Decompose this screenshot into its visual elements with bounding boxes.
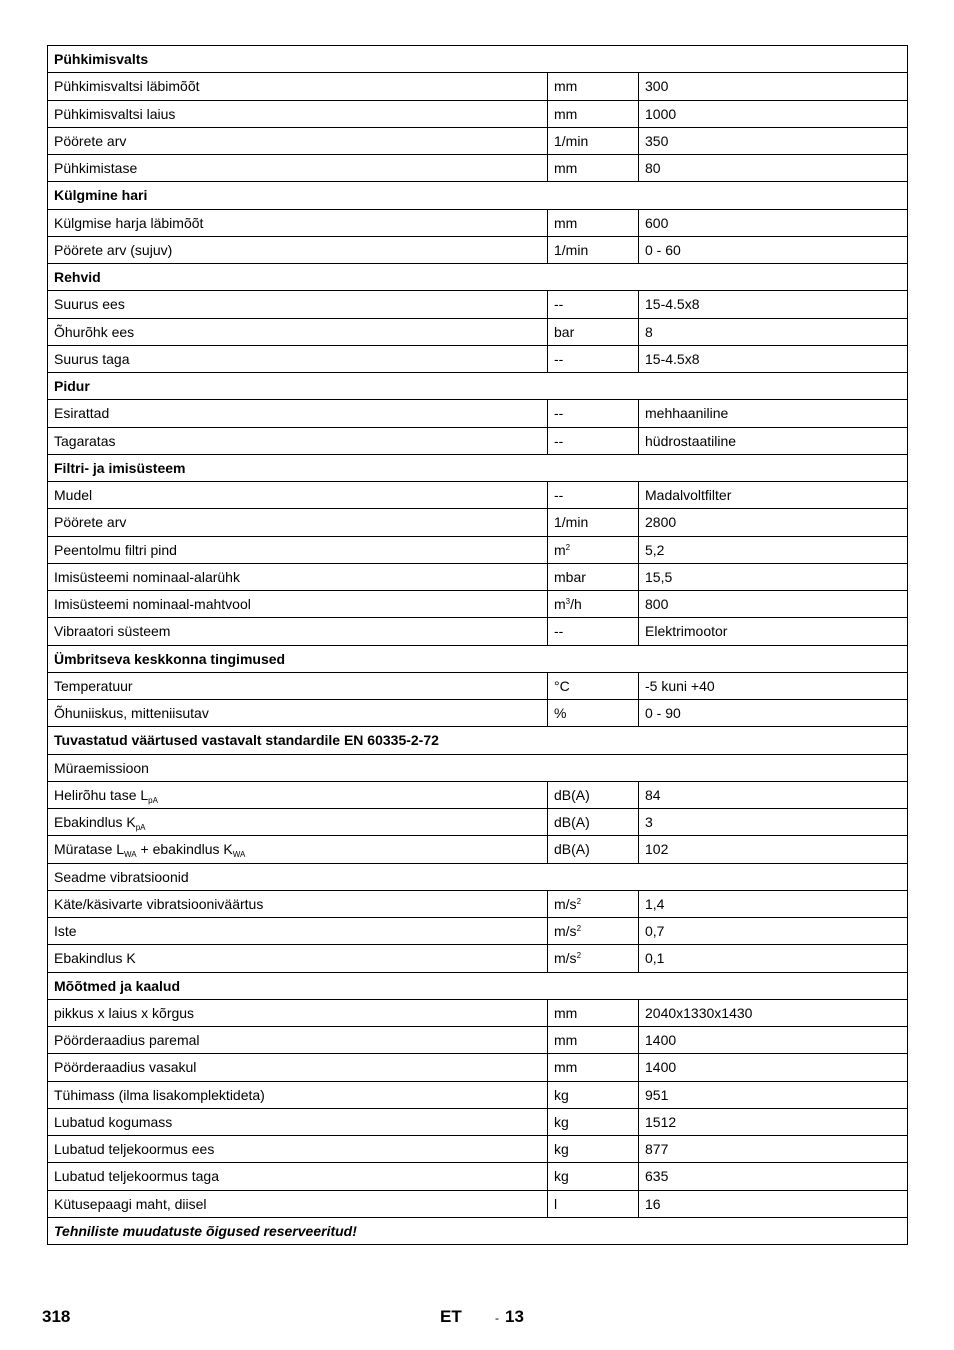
section-header-row [48, 264, 908, 291]
value-text: 300 [645, 78, 669, 95]
parameter-cell [48, 209, 548, 236]
parameter-label-continued: + ebakindlus K [136, 841, 233, 858]
unit-cell [548, 1081, 639, 1108]
unit-cell [548, 73, 639, 100]
value-cell [639, 318, 908, 345]
unit-cell [548, 1027, 639, 1054]
value-text: 5,2 [645, 541, 665, 558]
parameter-cell [48, 291, 548, 318]
value-cell [639, 345, 908, 372]
table-row [48, 1136, 908, 1163]
subsection-row [48, 863, 908, 890]
parameter-cell [48, 700, 548, 727]
table-row [48, 999, 908, 1026]
table-row [48, 918, 908, 945]
table-row [48, 836, 908, 863]
unit-label: mm [554, 1059, 578, 1076]
parameter-cell [48, 318, 548, 345]
footer-note [48, 1217, 908, 1244]
unit-label: mm [554, 214, 578, 231]
parameter-label: Lubatud teljekoormus ees [54, 1141, 215, 1158]
unit-label: kg [554, 1113, 569, 1130]
value-text: 600 [645, 214, 669, 231]
row-label: Pühkimisvalts [54, 51, 149, 68]
value-cell [639, 1027, 908, 1054]
table-row [48, 945, 908, 972]
row-label: Rehvid [54, 269, 101, 286]
parameter-label: Õhurõhk ees [54, 323, 135, 340]
parameter-label: Pühkimisvaltsi läbimõõt [54, 78, 200, 95]
unit-label: m/s [554, 895, 577, 912]
parameter-label: Õhuniiskus, mitteniisutav [54, 705, 209, 722]
unit-label: mm [554, 160, 578, 177]
value-cell [639, 999, 908, 1026]
unit-label: -- [554, 623, 564, 640]
unit-cell [548, 509, 639, 536]
parameter-cell [48, 1108, 548, 1135]
value-cell [639, 1108, 908, 1135]
unit-label: °C [554, 677, 570, 694]
unit-cell [548, 1163, 639, 1190]
value-cell [639, 918, 908, 945]
parameter-label: Lubatud teljekoormus taga [54, 1168, 219, 1185]
unit-suffix: /h [570, 596, 582, 613]
table-row [48, 591, 908, 618]
section-title [48, 454, 908, 481]
table-row [48, 73, 908, 100]
table-row [48, 1190, 908, 1217]
parameter-label: Pühkimisvaltsi laius [54, 105, 176, 122]
value-cell [639, 127, 908, 154]
parameter-cell [48, 781, 548, 808]
parameter-label: Ebakindlus K [54, 950, 136, 967]
unit-cell [548, 945, 639, 972]
parameter-cell [48, 536, 548, 563]
parameter-label: Pühkimistase [54, 160, 138, 177]
section-title [48, 182, 908, 209]
unit-cell [548, 918, 639, 945]
value-text: -5 kuni +40 [645, 677, 715, 694]
unit-label: % [554, 705, 567, 722]
table-footer-row [48, 1217, 908, 1244]
unit-label: dB(A) [554, 814, 590, 831]
unit-cell [548, 1190, 639, 1217]
row-label: Müraemissioon [54, 759, 149, 776]
unit-label: -- [554, 296, 564, 313]
unit-cell [548, 127, 639, 154]
parameter-label: Lubatud kogumass [54, 1113, 173, 1130]
unit-label: 1/min [554, 514, 589, 531]
parameter-label: Mudel [54, 487, 93, 504]
unit-cell [548, 809, 639, 836]
unit-cell [548, 700, 639, 727]
footer-dash: - [495, 1311, 499, 1325]
unit-label: mm [554, 105, 578, 122]
parameter-label: Pöörete arv [54, 132, 127, 149]
table-row [48, 700, 908, 727]
table-row [48, 209, 908, 236]
value-cell [639, 400, 908, 427]
unit-label: -- [554, 405, 564, 422]
unit-superscript: 2 [565, 542, 571, 552]
value-text: 0,1 [645, 950, 665, 967]
value-text: Elektrimootor [645, 623, 728, 640]
unit-label: m/s [554, 923, 577, 940]
value-cell [639, 1190, 908, 1217]
unit-label: m [554, 596, 566, 613]
section-header-row [48, 182, 908, 209]
parameter-cell [48, 236, 548, 263]
section-title [48, 46, 908, 73]
table-row [48, 427, 908, 454]
unit-label: bar [554, 323, 575, 340]
value-text: 15-4.5x8 [645, 350, 700, 367]
row-label: Seadme vibratsioonid [54, 868, 189, 885]
unit-cell [548, 100, 639, 127]
value-text: 16 [645, 1195, 661, 1212]
table-row [48, 1081, 908, 1108]
value-cell [639, 700, 908, 727]
parameter-cell [48, 155, 548, 182]
table-row [48, 345, 908, 372]
unit-cell [548, 999, 639, 1026]
subsection-title [48, 863, 908, 890]
value-text: 3 [645, 814, 653, 831]
row-label: Ümbritseva keskkonna tingimused [54, 650, 286, 667]
unit-cell [548, 318, 639, 345]
table-row [48, 482, 908, 509]
value-text: 8 [645, 323, 653, 340]
table-row [48, 781, 908, 808]
parameter-label: Ebakindlus K [54, 814, 136, 831]
table-row [48, 100, 908, 127]
parameter-cell [48, 1190, 548, 1217]
parameter-label: Pöörete arv (sujuv) [54, 241, 173, 258]
unit-label: kg [554, 1168, 569, 1185]
parameter-cell [48, 1081, 548, 1108]
unit-label: mm [554, 78, 578, 95]
parameter-cell [48, 482, 548, 509]
unit-cell [548, 1054, 639, 1081]
unit-label: l [554, 1195, 558, 1212]
value-cell [639, 536, 908, 563]
parameter-cell [48, 591, 548, 618]
parameter-subscript: WA [232, 850, 246, 860]
unit-cell [548, 618, 639, 645]
parameter-label: Imisüsteemi nominaal-alarühk [54, 568, 240, 585]
unit-superscript: 2 [576, 924, 582, 934]
parameter-cell [48, 809, 548, 836]
table-row [48, 536, 908, 563]
parameter-cell [48, 509, 548, 536]
unit-cell [548, 291, 639, 318]
parameter-label: Iste [54, 923, 77, 940]
section-header-row [48, 454, 908, 481]
value-cell [639, 781, 908, 808]
section-page-number: 13 [505, 1307, 524, 1326]
value-text: 350 [645, 132, 669, 149]
parameter-cell [48, 618, 548, 645]
parameter-cell [48, 1027, 548, 1054]
parameter-cell [48, 1136, 548, 1163]
table-row [48, 809, 908, 836]
parameter-label: Suurus ees [54, 296, 125, 313]
unit-cell [548, 563, 639, 590]
unit-label: kg [554, 1086, 569, 1103]
value-cell [639, 672, 908, 699]
value-text: 1400 [645, 1059, 677, 1076]
value-text: 1512 [645, 1113, 677, 1130]
table-row [48, 509, 908, 536]
unit-cell [548, 427, 639, 454]
value-cell [639, 482, 908, 509]
value-text: 102 [645, 841, 669, 858]
table-row [48, 618, 908, 645]
row-label: Tehniliste muudatuste õigused reserveeritud! [54, 1222, 357, 1239]
page-number: 318 [42, 1307, 71, 1326]
value-cell [639, 236, 908, 263]
value-text: 15,5 [645, 568, 673, 585]
table-row [48, 400, 908, 427]
value-text: 80 [645, 160, 661, 177]
unit-cell [548, 155, 639, 182]
parameter-cell [48, 1163, 548, 1190]
value-text: 0,7 [645, 923, 665, 940]
parameter-label: Tühimass (ilma lisakomplektideta) [54, 1086, 265, 1103]
parameter-cell [48, 345, 548, 372]
unit-label: -- [554, 432, 564, 449]
row-label: Mõõtmed ja kaalud [54, 977, 181, 994]
parameter-cell [48, 836, 548, 863]
table-row [48, 127, 908, 154]
section-title [48, 264, 908, 291]
parameter-cell [48, 127, 548, 154]
value-cell [639, 427, 908, 454]
value-text: 0 - 90 [645, 705, 681, 722]
section-title [48, 972, 908, 999]
section-title [48, 727, 908, 754]
parameter-label: Müratase L [54, 841, 125, 858]
table-row [48, 563, 908, 590]
unit-cell [548, 591, 639, 618]
value-text: hüdrostaatiline [645, 432, 737, 449]
parameter-subscript: WA [124, 850, 137, 860]
value-text: 84 [645, 786, 661, 803]
subsection-row [48, 754, 908, 781]
parameter-label: Tagaratas [54, 432, 116, 449]
unit-cell [548, 890, 639, 917]
table-row [48, 318, 908, 345]
row-label: Külgmine hari [54, 187, 148, 204]
unit-superscript: 2 [576, 951, 582, 961]
row-label: Tuvastatud väärtused vastavalt standardile EN 60335-2-72 [54, 732, 439, 749]
parameter-cell [48, 890, 548, 917]
table-row [48, 1027, 908, 1054]
unit-label: mbar [554, 568, 586, 585]
table-row [48, 236, 908, 263]
section-header-row [48, 645, 908, 672]
unit-superscript: 2 [576, 896, 582, 906]
parameter-cell [48, 945, 548, 972]
parameter-cell [48, 100, 548, 127]
unit-label: -- [554, 487, 564, 504]
value-text: 2040x1330x1430 [645, 1004, 753, 1021]
value-text: 1400 [645, 1032, 677, 1049]
row-label: Pidur [54, 378, 90, 395]
table-row [48, 291, 908, 318]
value-cell [639, 1054, 908, 1081]
section-header-row [48, 972, 908, 999]
unit-cell [548, 1108, 639, 1135]
subsection-title [48, 754, 908, 781]
value-text: 2800 [645, 514, 677, 531]
value-cell [639, 563, 908, 590]
value-cell [639, 809, 908, 836]
value-cell [639, 618, 908, 645]
parameter-label: Imisüsteemi nominaal-mahtvool [54, 596, 251, 613]
value-cell [639, 945, 908, 972]
parameter-label: Suurus taga [54, 350, 130, 367]
parameter-label: Helirõhu tase L [54, 786, 149, 803]
technical-data-table-body [48, 46, 908, 1245]
value-cell [639, 100, 908, 127]
technical-data-table [47, 45, 908, 1245]
parameter-label: Temperatuur [54, 677, 133, 694]
section-title [48, 373, 908, 400]
unit-label: 1/min [554, 241, 589, 258]
section-title [48, 645, 908, 672]
value-cell [639, 509, 908, 536]
value-cell [639, 291, 908, 318]
unit-label: mm [554, 1032, 578, 1049]
section-header-row [48, 46, 908, 73]
unit-cell [548, 482, 639, 509]
value-text: 800 [645, 596, 669, 613]
parameter-label: Esirattad [54, 405, 110, 422]
unit-cell [548, 1136, 639, 1163]
parameter-cell [48, 918, 548, 945]
value-text: Madalvoltfilter [645, 487, 732, 504]
unit-cell [548, 781, 639, 808]
unit-cell [548, 836, 639, 863]
section-header-row [48, 373, 908, 400]
section-header-row [48, 727, 908, 754]
parameter-cell [48, 427, 548, 454]
unit-label: kg [554, 1141, 569, 1158]
parameter-cell [48, 400, 548, 427]
value-text: 1000 [645, 105, 677, 122]
value-cell [639, 890, 908, 917]
unit-label: 1/min [554, 132, 589, 149]
table-row [48, 672, 908, 699]
value-text: 635 [645, 1168, 669, 1185]
value-cell [639, 591, 908, 618]
parameter-label: Pöörderaadius paremal [54, 1032, 200, 1049]
parameter-cell [48, 1054, 548, 1081]
parameter-cell [48, 999, 548, 1026]
unit-cell [548, 672, 639, 699]
unit-label: m/s [554, 950, 577, 967]
unit-label: dB(A) [554, 786, 590, 803]
value-cell [639, 1136, 908, 1163]
parameter-subscript: pA [148, 795, 158, 805]
value-cell [639, 1163, 908, 1190]
parameter-label: pikkus x laius x kõrgus [54, 1004, 195, 1021]
table-row [48, 155, 908, 182]
value-cell [639, 209, 908, 236]
table-row [48, 1054, 908, 1081]
value-cell [639, 155, 908, 182]
parameter-label: Pöörete arv [54, 514, 127, 531]
parameter-label: Pöörderaadius vasakul [54, 1059, 197, 1076]
unit-label: -- [554, 350, 564, 367]
unit-cell [548, 209, 639, 236]
row-label: Filtri- ja imisüsteem [54, 459, 186, 476]
parameter-cell [48, 672, 548, 699]
value-text: 1,4 [645, 895, 665, 912]
value-text: 951 [645, 1086, 669, 1103]
parameter-label: Külgmise harja läbimõõt [54, 214, 204, 231]
table-row [48, 1163, 908, 1190]
value-cell [639, 1081, 908, 1108]
parameter-label: Vibraatori süsteem [54, 623, 171, 640]
unit-superscript: 3 [565, 597, 571, 607]
unit-label: dB(A) [554, 841, 590, 858]
unit-cell [548, 236, 639, 263]
parameter-label: Kütusepaagi maht, diisel [54, 1195, 207, 1212]
parameter-cell [48, 563, 548, 590]
unit-label: m [554, 541, 566, 558]
unit-cell [548, 400, 639, 427]
value-text: 0 - 60 [645, 241, 681, 258]
unit-label: mm [554, 1004, 578, 1021]
value-text: 15-4.5x8 [645, 296, 700, 313]
table-row [48, 890, 908, 917]
table-row [48, 1108, 908, 1135]
value-text: mehhaaniline [645, 405, 729, 422]
unit-cell [548, 345, 639, 372]
value-cell [639, 73, 908, 100]
language-code: ET [440, 1307, 462, 1326]
parameter-subscript: pA [135, 823, 146, 833]
parameter-label: Peentolmu filtri pind [54, 541, 177, 558]
parameter-cell [48, 73, 548, 100]
parameter-label: Käte/käsivarte vibratsiooniväärtus [54, 895, 264, 912]
unit-cell [548, 536, 639, 563]
value-text: 877 [645, 1141, 669, 1158]
value-cell [639, 836, 908, 863]
